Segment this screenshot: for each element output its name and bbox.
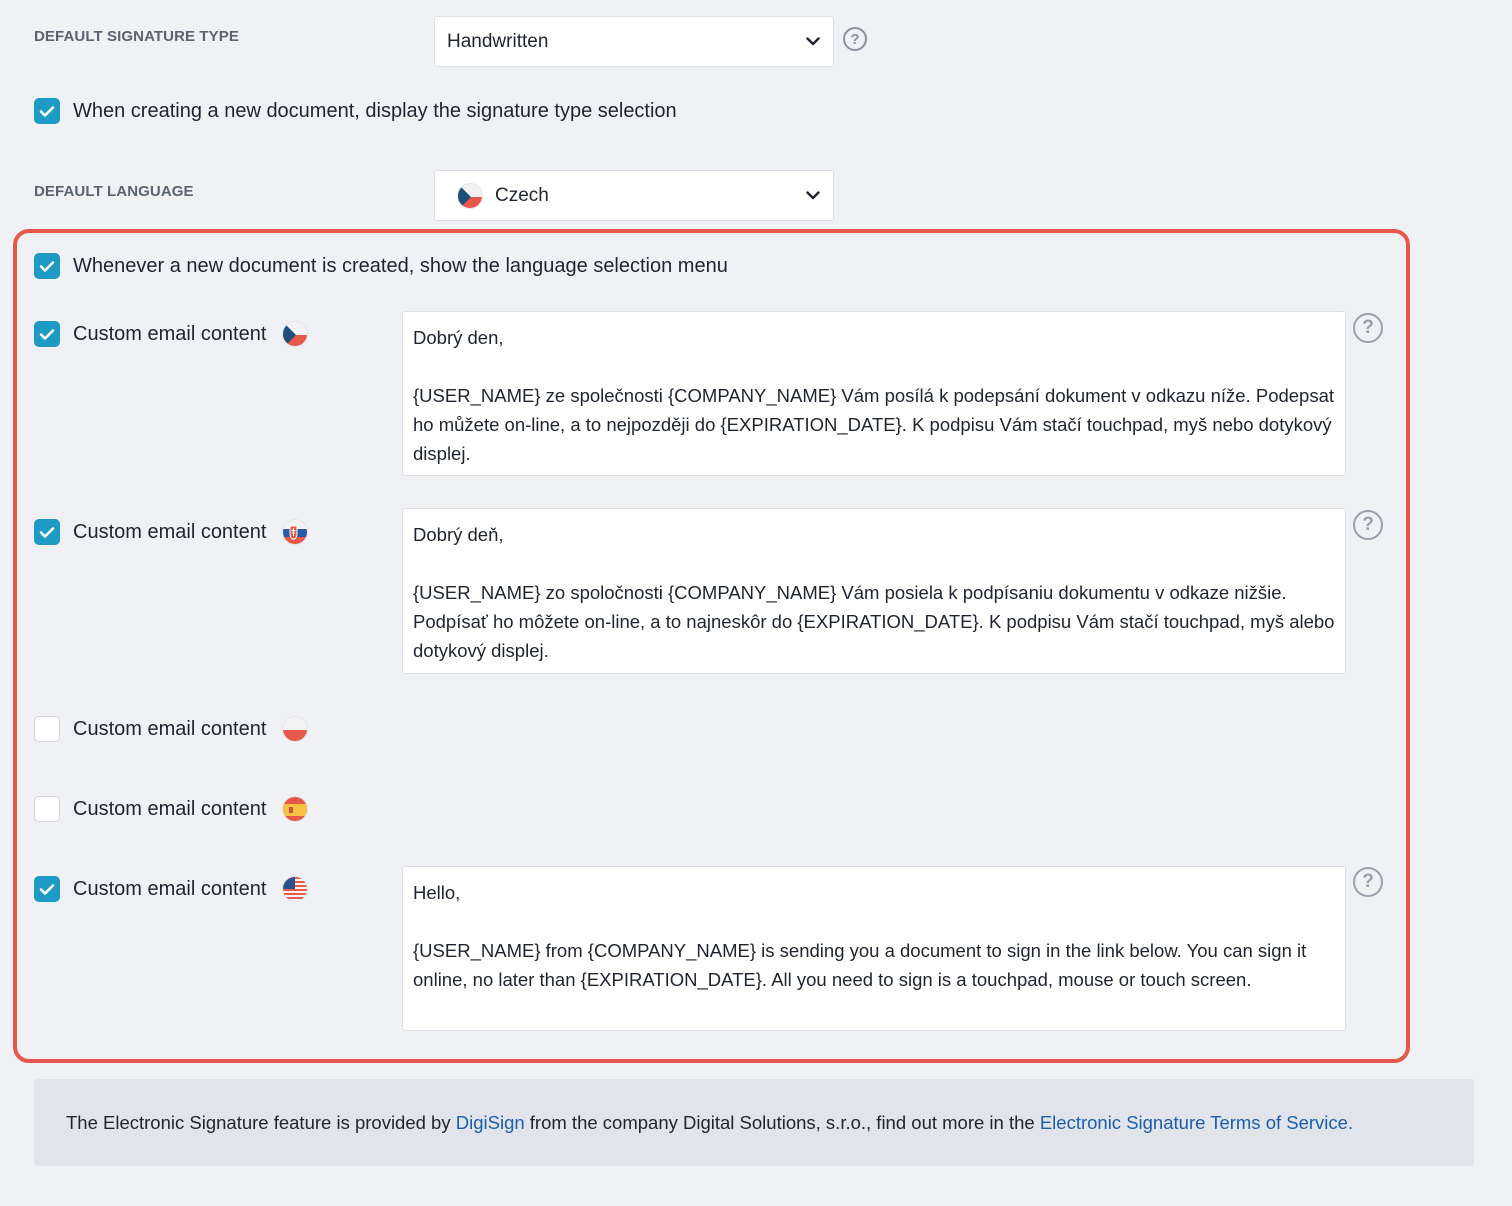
signature-type-value: Handwritten	[447, 30, 549, 52]
show-language-menu-label: Whenever a new document is created, show the language selection menu	[73, 254, 728, 277]
footer-text-1: The Electronic Signature feature is provided by	[66, 1111, 456, 1133]
show-signature-selection-row[interactable]	[34, 98, 677, 124]
custom-email-english-row[interactable]	[34, 876, 308, 902]
checkbox-checked-icon[interactable]	[34, 98, 60, 124]
checkbox-unchecked-icon[interactable]	[34, 716, 60, 742]
custom-email-slovak-textarea[interactable]: Dobrý deň, {USER_NAME} zo spoločnosti {COMPANY_NAME} Vám posiela k podpísaniu dokumentu v odkaze nižšie. Podpísať ho môžete on-line, a to najneskôr do {EXPIRATION_DATE}. K podpisu Vám stačí touchpad, myš alebo dotykový displej.	[402, 508, 1346, 674]
custom-email-spanish-row[interactable]	[34, 796, 308, 822]
language-label: DEFAULT LANGUAGE	[34, 183, 194, 200]
checkbox-checked-icon[interactable]	[34, 253, 60, 279]
custom-email-slovak-row[interactable]	[34, 519, 308, 545]
signature-type-help-icon[interactable]: ?	[843, 27, 867, 51]
slovak-flag-icon	[282, 519, 308, 545]
checkbox-checked-icon[interactable]	[34, 876, 60, 902]
custom-email-czech-textarea[interactable]: Dobrý den, {USER_NAME} ze společnosti {COMPANY_NAME} Vám posílá k podepsání dokument v odkazu níže. Podepsat ho můžete on-line, a to nejpozději do {EXPIRATION_DATE}. K podpisu Vám stačí touchpad, myš nebo dotykový displej.	[402, 311, 1346, 476]
custom-email-slovak-help-icon[interactable]: ?	[1353, 510, 1383, 540]
us-flag-icon	[282, 876, 308, 902]
custom-email-english-textarea[interactable]: Hello, {USER_NAME} from {COMPANY_NAME} is sending you a document to sign in the link below. You can sign it online, no later than {EXPIRATION_DATE}. All you need to sign is a touchpad, mouse or touch screen.	[402, 866, 1346, 1031]
checkbox-checked-icon[interactable]	[34, 321, 60, 347]
czech-flag-icon	[282, 321, 308, 347]
spanish-flag-icon	[282, 796, 308, 822]
signature-type-select[interactable]	[434, 16, 834, 67]
custom-email-czech-help-icon[interactable]: ?	[1353, 313, 1383, 343]
language-select[interactable]	[434, 170, 834, 221]
czech-flag-icon	[457, 183, 483, 209]
signature-type-label: DEFAULT SIGNATURE TYPE	[34, 28, 239, 45]
custom-email-czech-row[interactable]	[34, 321, 308, 347]
custom-email-polish-row[interactable]	[34, 716, 308, 742]
custom-email-label: Custom email content	[73, 797, 267, 820]
footer-text-2: from the company Digital Solutions, s.r.o., find out more in the	[524, 1111, 1040, 1133]
custom-email-english-help-icon[interactable]: ?	[1353, 867, 1383, 897]
language-value: Czech	[495, 184, 549, 206]
show-language-menu-row[interactable]	[34, 253, 728, 279]
custom-email-label: Custom email content	[73, 520, 267, 543]
checkbox-checked-icon[interactable]	[34, 519, 60, 545]
checkbox-unchecked-icon[interactable]	[34, 796, 60, 822]
custom-email-label: Custom email content	[73, 322, 267, 345]
digisign-link[interactable]: DigiSign	[455, 1111, 525, 1133]
electronic-signature-info	[34, 1079, 1474, 1166]
custom-email-label: Custom email content	[73, 877, 267, 900]
custom-email-label: Custom email content	[73, 717, 267, 740]
polish-flag-icon	[282, 716, 308, 742]
chevron-down-icon	[805, 34, 821, 50]
show-signature-selection-label: When creating a new document, display the signature type selection	[73, 99, 677, 122]
terms-of-service-link[interactable]: Electronic Signature Terms of Service.	[1039, 1111, 1354, 1133]
chevron-down-icon	[805, 188, 821, 204]
